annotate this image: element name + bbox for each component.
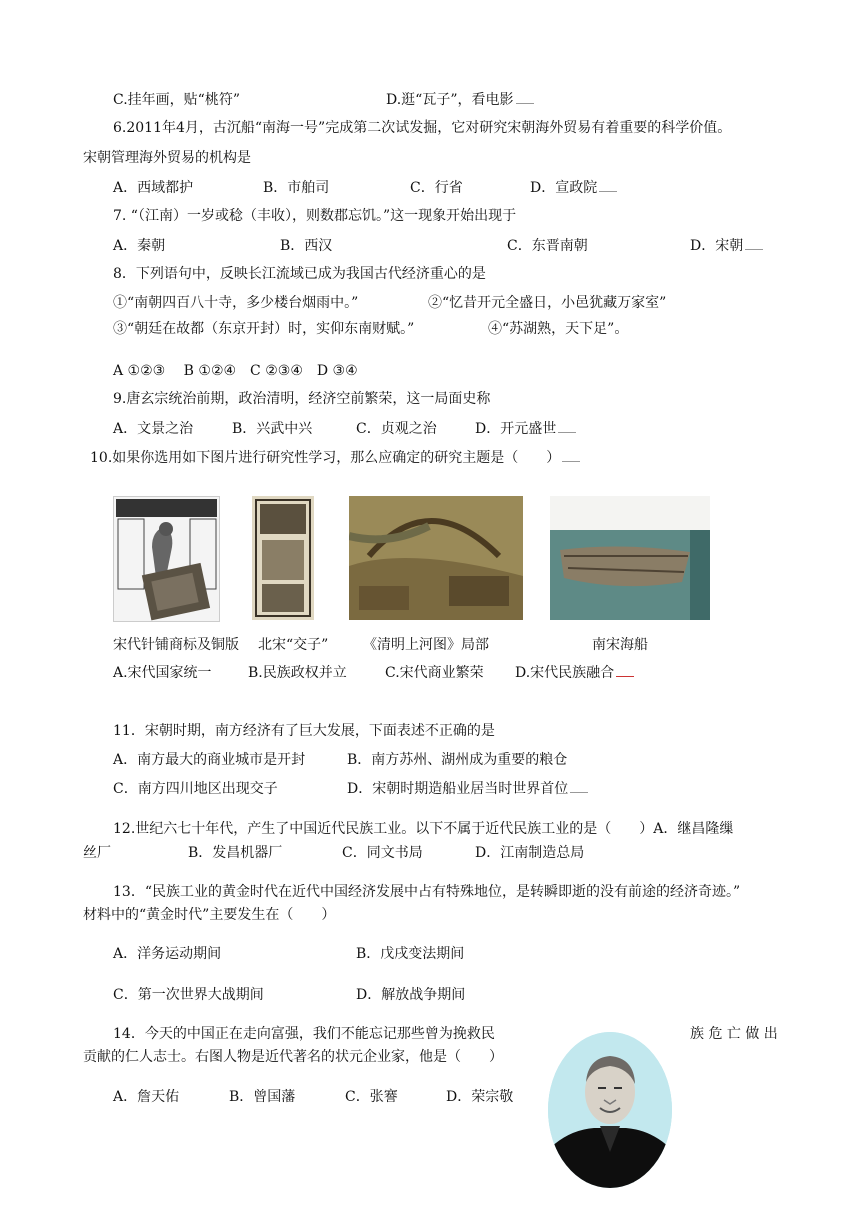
q7-option-d bbox=[690, 236, 763, 256]
q11-option-d-text: D．宋朝时期造船业居当时世界首位 bbox=[347, 781, 569, 797]
q10-option-a: A.宋代国家统一 bbox=[113, 665, 212, 681]
q13-option-c: C．第一次世界大战期间 bbox=[113, 987, 264, 1003]
q10-stem bbox=[90, 448, 580, 468]
q10-caption-2: 北宋“交子” bbox=[258, 637, 329, 653]
q12-option-b: B．发昌机器厂 bbox=[188, 845, 283, 861]
q7-option-b: B．西汉 bbox=[280, 238, 333, 254]
q11-option-b: B．南方苏州、湖州成为重要的粮仓 bbox=[347, 752, 568, 768]
q7-option-a: A．秦朝 bbox=[113, 238, 166, 254]
q8-statement-2: ②“忆昔开元全盛日，小邑犹藏万家室” bbox=[428, 295, 667, 311]
q12-option-c: C．同文书局 bbox=[342, 845, 423, 861]
q8-options: A ①②③ B ①②④ C ②③④ D ③④ bbox=[113, 363, 358, 379]
q10-option-d-text: D.宋代民族融合 bbox=[515, 665, 615, 681]
q9-option-d-text: D．开元盛世 bbox=[475, 421, 557, 437]
q13-option-d: D．解放战争期间 bbox=[356, 987, 466, 1003]
q14-option-d: D．荣宗敬 bbox=[446, 1089, 514, 1105]
q10-caption-1: 宋代针铺商标及铜版 bbox=[113, 637, 239, 653]
q8-statement-4: ④“苏湖熟，天下足”。 bbox=[488, 321, 629, 337]
trail-mark bbox=[570, 784, 588, 793]
zhang-jian-portrait-image bbox=[548, 1032, 672, 1188]
q7-option-c: C．东晋南朝 bbox=[507, 238, 588, 254]
q8-statement-3: ③“朝廷在故都（东京开封）时，实仰东南财赋。” bbox=[113, 321, 415, 337]
q10-option-c: C.宋代商业繁荣 bbox=[385, 665, 484, 681]
q10-option-d bbox=[515, 663, 634, 683]
q5-option-d-text: D.逛“瓦子”，看电影 bbox=[386, 92, 514, 108]
q14-stem-line2: 贡献的仁人志士。右图人物是近代著名的状元企业家，他是（ ） bbox=[83, 1049, 503, 1065]
q9-option-c: C．贞观之治 bbox=[356, 421, 437, 437]
trail-mark bbox=[558, 424, 576, 433]
trail-mark bbox=[562, 453, 580, 462]
q9-stem: 9.唐玄宗统治前期，政治清明，经济空前繁荣，这一局面史称 bbox=[113, 391, 491, 407]
q13-option-b: B．戊戌变法期间 bbox=[356, 946, 465, 962]
q10-option-b: B.民族政权并立 bbox=[248, 665, 347, 681]
q10-caption-4: 南宋海船 bbox=[592, 637, 648, 653]
q13-stem-line1: 13．“民族工业的黄金时代在近代中国经济发展中占有特殊地位，是转瞬即逝的没有前途的经济奇迹。” bbox=[113, 884, 741, 900]
q6-option-d-text: D．宣政院 bbox=[530, 180, 598, 196]
q6-stem-line2: 宋朝管理海外贸易的机构是 bbox=[83, 150, 251, 166]
trail-mark bbox=[516, 95, 534, 104]
qingming-painting-image bbox=[349, 496, 523, 620]
q12-option-d: D．江南制造总局 bbox=[475, 845, 585, 861]
q14-option-c: C．张謇 bbox=[345, 1089, 398, 1105]
q11-option-c: C．南方四川地区出现交子 bbox=[113, 781, 278, 797]
q13-stem-line2: 材料中的“黄金时代”主要发生在（ ） bbox=[83, 907, 336, 923]
q11-option-d bbox=[347, 779, 588, 799]
q9-option-a: A．文景之治 bbox=[113, 421, 194, 437]
q5-option-d bbox=[386, 90, 534, 110]
trail-mark bbox=[599, 183, 617, 192]
q12-stem-line1: 12.世纪六七十年代，产生了中国近代民族工业。以下不属于近代民族工业的是（ ）A．继昌隆缫 bbox=[113, 821, 734, 837]
jiaozi-banknote-image bbox=[252, 496, 314, 620]
q10-stem-text: 10.如果你选用如下图片进行研究性学习，那么应确定的研究主题是（ ） bbox=[90, 450, 561, 466]
trail-mark bbox=[745, 241, 763, 250]
q14-option-a: A．詹天佑 bbox=[113, 1089, 180, 1105]
q5-option-c: C.挂年画，贴“桃符” bbox=[113, 92, 240, 108]
q6-option-d bbox=[530, 178, 617, 198]
q11-stem: 11．宋朝时期，南方经济有了巨大发展，下面表述不正确的是 bbox=[113, 723, 495, 739]
q6-stem-line1: 6.2011年4月，古沉船“南海一号”完成第二次试发掘，它对研究宋朝海外贸易有着重要的科学价值。 bbox=[113, 120, 732, 136]
song-ship-image bbox=[550, 496, 710, 620]
q9-option-d bbox=[475, 419, 576, 439]
q14-option-b: B．曾国藩 bbox=[229, 1089, 296, 1105]
q11-option-a: A．南方最大的商业城市是开封 bbox=[113, 752, 306, 768]
q14-stem-line1b: 族 危 亡 做 出 bbox=[690, 1026, 778, 1042]
trail-mark bbox=[616, 668, 634, 677]
q6-option-b: B．市舶司 bbox=[263, 180, 330, 196]
q6-option-a: A．西域都护 bbox=[113, 180, 194, 196]
q12-option-a-cont: 丝厂 bbox=[83, 845, 111, 861]
q14-stem-line1a: 14．今天的中国正在走向富强，我们不能忘记那些曾为挽救民 bbox=[113, 1026, 495, 1042]
q9-option-b: B．兴武中兴 bbox=[232, 421, 313, 437]
q8-statement-1: ①“南朝四百八十寺，多少楼台烟雨中。” bbox=[113, 295, 359, 311]
q6-option-c: C．行省 bbox=[410, 180, 463, 196]
q8-stem: 8．下列语句中，反映长江流域已成为我国古代经济重心的是 bbox=[113, 266, 486, 282]
q7-option-d-text: D．宋朝 bbox=[690, 238, 744, 254]
q13-option-a: A．洋务运动期间 bbox=[113, 946, 222, 962]
q7-stem: 7. “（江南）一岁或稔（丰收），则数郡忘饥。”这一现象开始出现于 bbox=[113, 208, 517, 224]
q10-caption-3: 《清明上河图》局部 bbox=[363, 637, 489, 653]
needle-shop-trademark-image bbox=[113, 496, 220, 622]
